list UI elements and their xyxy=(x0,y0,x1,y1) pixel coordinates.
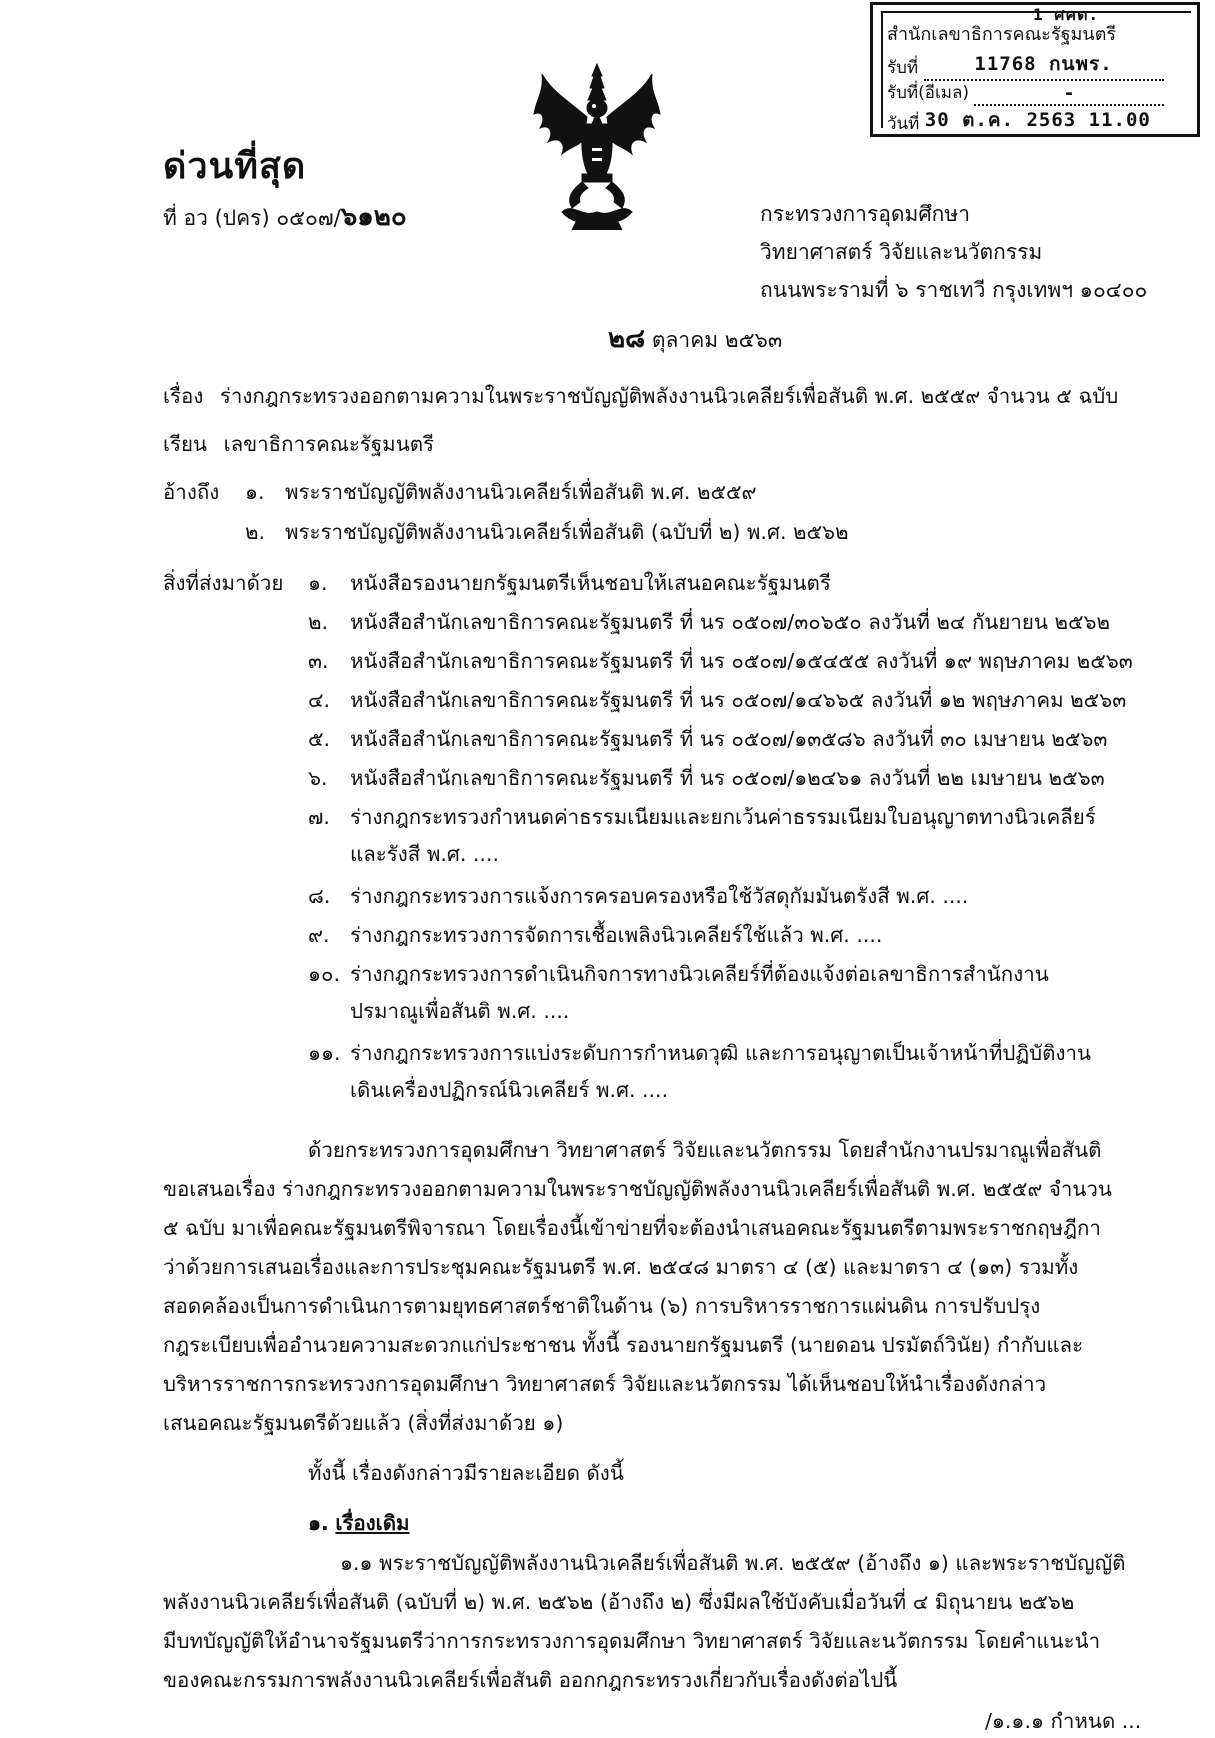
stamp-received-no-label: รับที่ xyxy=(887,58,919,78)
body-line: บริหารราชการกระทรวงการอุดมศึกษา วิทยาศาสตร์ วิจัยและนวัตกรรม ได้เห็นชอบให้นำเรื่องดังกล่าว xyxy=(163,1372,1047,1396)
ministry-line-1: กระทรวงการอุดมศึกษา xyxy=(760,202,970,226)
reference-number: ๖๑๒๐ xyxy=(340,202,407,232)
enclosure-text: หนังสือรองนายกรัฐมนตรีเห็นชอบให้เสนอคณะรัฐมนตรี xyxy=(350,571,831,595)
body-line: มีบทบัญญัติให้อำนาจรัฐมนตรีว่าการกระทรวงการอุดมศึกษา วิทยาศาสตร์ วิจัยและนวัตกรรม โดยคำแนะนำ xyxy=(163,1629,1101,1653)
document-reference xyxy=(163,196,407,237)
salutation-text: เลขาธิการคณะรัฐมนตรี xyxy=(223,432,435,456)
body-line: ๑.๑ พระราชบัญญัติพลังงานนิวเคลียร์เพื่อสันติ พ.ศ. ๒๕๕๙ (อ้างถึง ๑) และพระราชบัญญัติ xyxy=(340,1551,1126,1575)
enclosure-num: ๕. xyxy=(308,727,331,751)
ministry-line-3: ถนนพระรามที่ ๖ ราชเทวี กรุงเทพฯ ๑๐๔๐๐ xyxy=(760,278,1148,302)
stamp-date-row xyxy=(887,105,1175,137)
continuation-marker: /๑.๑.๑ กำหนด ... xyxy=(985,1709,1142,1733)
enclosure-num: ๒. xyxy=(308,610,329,634)
enclosure-text: หนังสือสำนักเลขาธิการคณะรัฐมนตรี ที่ นร ๐๕๐๗/๑๕๔๕๕ ลงวันที่ ๑๙ พฤษภาคม ๒๕๖๓ xyxy=(350,649,1133,673)
details-intro: ทั้งนี้ เรื่องดังกล่าวมีรายละเอียด ดังนี้ xyxy=(308,1461,624,1485)
body-line: พลังงานนิวเคลียร์เพื่อสันติ (ฉบับที่ ๒) พ.ศ. ๒๕๖๒ (อ้างถึง ๒) ซึ่งมีผลใช้บังคับเมื่อวันที่ ๔ มิถุนายน ๒๕๖๒ xyxy=(163,1590,1075,1614)
stamp-received-email-label: รับที่(อีเมล) xyxy=(887,83,970,103)
stamp-date: 30 ต.ค. 2563 11.00 xyxy=(925,105,1175,137)
reference-num: ๑. xyxy=(245,480,265,504)
enclosure-text: ร่างกฎกระทรวงการดำเนินกิจการทางนิวเคลียร์ที่ต้องแจ้งต่อเลขาธิการสำนักงาน xyxy=(350,962,1049,986)
body-line: ด้วยกระทรวงการอุดมศึกษา วิทยาศาสตร์ วิจัยและนวัตกรรม โดยสำนักงานปรมาณูเพื่อสันติ xyxy=(308,1138,1102,1162)
section-heading xyxy=(308,1507,410,1540)
reference-num: ๒. xyxy=(245,520,266,544)
enclosure-text: ร่างกฎกระทรวงการจัดการเชื้อเพลิงนิวเคลียร์ใช้แล้ว พ.ศ. .... xyxy=(350,923,883,947)
stamp-office: สำนักเลขาธิการคณะรัฐมนตรี xyxy=(887,24,1117,45)
document-date xyxy=(608,318,782,359)
enclosure-text: หนังสือสำนักเลขาธิการคณะรัฐมนตรี ที่ นร ๐๕๐๗/๑๔๖๖๕ ลงวันที่ ๑๒ พฤษภาคม ๒๕๖๓ xyxy=(350,688,1127,712)
subject-text: ร่างกฎกระทรวงออกตามความในพระราชบัญญัติพลังงานนิวเคลียร์เพื่อสันติ พ.ศ. ๒๕๕๙ จำนวน ๕ ฉบับ xyxy=(219,384,1119,408)
enclosure-num: ๙. xyxy=(308,923,330,947)
subject-row xyxy=(163,380,1118,413)
date-month-year: ตุลาคม ๒๕๖๓ xyxy=(651,328,783,352)
subject-label: เรื่อง xyxy=(163,384,204,408)
enclosure-num: ๑๑. xyxy=(308,1041,341,1065)
enclosure-text: หนังสือสำนักเลขาธิการคณะรัฐมนตรี ที่ นร ๐๕๐๗/๑๓๕๘๖ ลงวันที่ ๓๐ เมษายน ๒๕๖๓ xyxy=(350,727,1108,751)
enclosure-text: ร่างกฎกระทรวงการแบ่งระดับการกำหนดวุฒิ และการอนุญาตเป็นเจ้าหน้าที่ปฏิบัติงาน xyxy=(350,1041,1092,1065)
enclosure-text: ร่างกฎกระทรวงการแจ้งการครอบครองหรือใช้วัสดุกัมมันตรังสี พ.ศ. .... xyxy=(350,884,969,908)
enclosure-text: หนังสือสำนักเลขาธิการคณะรัฐมนตรี ที่ นร ๐๕๐๗/๓๐๖๕๐ ลงวันที่ ๒๔ กันยายน ๒๕๖๒ xyxy=(350,610,1111,634)
enclosure-num: ๗. xyxy=(308,805,330,829)
reference-text: พระราชบัญญัติพลังงานนิวเคลียร์เพื่อสันติ (ฉบับที่ ๒) พ.ศ. ๒๕๖๒ xyxy=(285,520,849,544)
references-label: อ้างถึง xyxy=(163,480,220,504)
body-line: ว่าด้วยการเสนอเรื่องและการประชุมคณะรัฐมนตรี พ.ศ. ๒๕๔๘ มาตรา ๔ (๕) และมาตรา ๔ (๑๓) รวมทั้ง xyxy=(163,1255,1079,1279)
enclosure-text-cont: และรังสี พ.ศ. .... xyxy=(350,842,499,866)
reference-prefix: ที่ อว (ปคร) ๐๕๐๗/ xyxy=(163,206,341,230)
body-line: ขอเสนอเรื่อง ร่างกฎกระทรวงออกตามความในพระราชบัญญัติพลังงานนิวเคลียร์เพื่อสันติ พ.ศ. ๒๕๕๙ จำนวน xyxy=(163,1177,1112,1201)
body-line: เสนอคณะรัฐมนตรีด้วยแล้ว (สิ่งที่ส่งมาด้วย ๑) xyxy=(163,1411,564,1435)
enclosure-num: ๔. xyxy=(308,688,331,712)
garuda-emblem-icon xyxy=(532,62,662,230)
stamp-received-no: 11768 กนพร. xyxy=(924,49,1164,81)
enclosure-text: หนังสือสำนักเลขาธิการคณะรัฐมนตรี ที่ นร ๐๕๐๗/๑๒๔๖๑ ลงวันที่ ๒๒ เมษายน ๒๕๖๓ xyxy=(350,766,1105,790)
enclosure-num: ๖. xyxy=(308,766,328,790)
section-number: ๑. xyxy=(308,1511,329,1535)
enclosure-text-cont: ปรมาณูเพื่อสันติ พ.ศ. .... xyxy=(350,999,570,1023)
salutation-row xyxy=(163,428,434,461)
urgency-heading: ด่วนที่สุด xyxy=(163,146,307,187)
stamp-received-no-row xyxy=(887,49,1164,81)
stamp-received-email: - xyxy=(974,82,1164,106)
receiving-stamp xyxy=(870,2,1200,137)
enclosure-num: ๘. xyxy=(308,884,331,908)
body-line: กฎระเบียบเพื่ออำนวยความสะดวกแก่ประชาชน ทั้งนี้ รองนายกรัฐมนตรี (นายดอน ปรมัตถ์วินัย) กำกับและ xyxy=(163,1333,1084,1357)
enclosure-num: ๑. xyxy=(308,571,328,595)
body-line: ๕ ฉบับ มาเพื่อคณะรัฐมนตรีพิจารณา โดยเรื่องนี้เข้าข่ายที่จะต้องนำเสนอคณะรัฐมนตรีตามพระราชกฤษฎีกา xyxy=(163,1216,1101,1240)
enclosure-num: ๓. xyxy=(308,649,329,673)
body-line: สอดคล้องเป็นการดำเนินการตามยุทธศาสตร์ชาติในด้าน (๖) การบริหารราชการแผ่นดิน การปรับปรุง xyxy=(163,1294,1041,1318)
stamp-top-note: 1 ศคต. xyxy=(1033,5,1100,24)
enclosure-text-cont: เดินเครื่องปฏิกรณ์นิวเคลียร์ พ.ศ. .... xyxy=(350,1078,669,1102)
stamp-received-email-row xyxy=(887,79,1164,106)
enclosures-label: สิ่งที่ส่งมาด้วย xyxy=(163,571,284,595)
body-line: ของคณะกรรมการพลังงานนิวเคลียร์เพื่อสันติ ออกกฎกระทรวงเกี่ยวกับเรื่องดังต่อไปนี้ xyxy=(163,1668,898,1692)
enclosure-text: ร่างกฎกระทรวงกำหนดค่าธรรมเนียมและยกเว้นค่าธรรมเนียมใบอนุญาตทางนิวเคลียร์ xyxy=(350,805,1096,829)
reference-text: พระราชบัญญัติพลังงานนิวเคลียร์เพื่อสันติ พ.ศ. ๒๕๕๙ xyxy=(285,480,757,504)
date-day: ๒๘ xyxy=(608,324,646,354)
enclosure-num: ๑๐. xyxy=(308,962,341,986)
salutation-label: เรียน xyxy=(163,432,208,456)
section-title: เรื่องเดิม xyxy=(335,1511,410,1535)
ministry-line-2: วิทยาศาสตร์ วิจัยและนวัตกรรม xyxy=(760,240,1043,264)
stamp-date-label: วันที่ xyxy=(887,114,920,134)
